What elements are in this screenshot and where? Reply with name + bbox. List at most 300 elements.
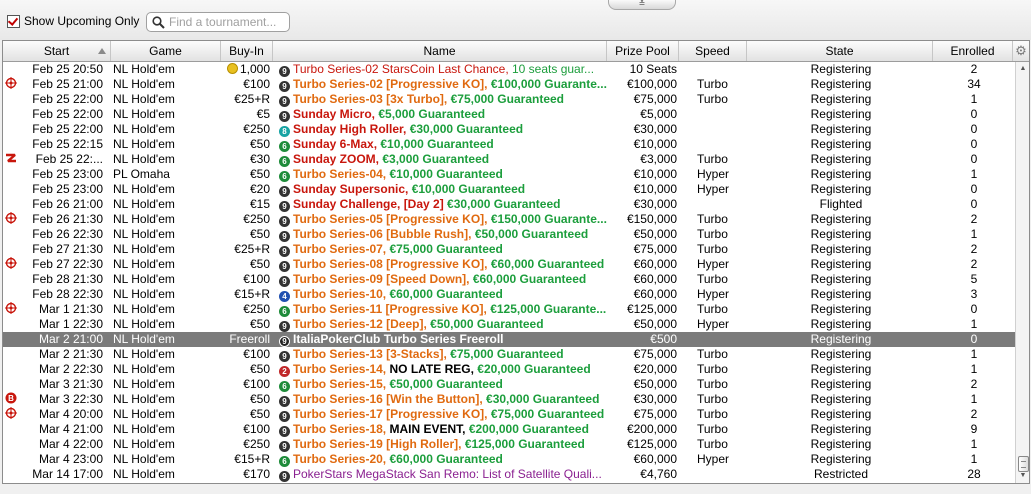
enrolled-cell: 0	[970, 182, 978, 196]
prize-pool-cell: €60,000	[633, 272, 677, 286]
state-cell: Registering	[810, 362, 872, 376]
prize-pool-cell: €500	[650, 332, 677, 346]
sort-ascending-icon	[98, 48, 106, 54]
row-icon-slot	[5, 437, 21, 452]
row-icon-slot	[5, 92, 21, 107]
name-segment: €50,000 Guaranteed	[430, 317, 544, 331]
enrolled-cell: 1	[970, 452, 978, 466]
name-segment: €5,000 Guaranteed	[378, 107, 486, 121]
column-header-prize-pool[interactable]	[607, 41, 679, 61]
game-cell: NL Hold'em	[113, 272, 175, 286]
start-cell: Feb 25 20:50	[32, 62, 103, 76]
name-cell	[275, 437, 607, 452]
speed-cell: Hyper	[697, 452, 730, 466]
name-segment: Turbo Series-04,	[293, 167, 390, 181]
speed-cell	[697, 332, 747, 347]
row-icon-slot	[5, 107, 21, 122]
column-header-buyin[interactable]	[221, 41, 273, 61]
name-segment: Turbo Series-03 [3x Turbo],	[293, 92, 451, 106]
column-label-speed: Speed	[695, 44, 730, 58]
enrolled-cell: 2	[970, 377, 978, 391]
name-segment: €125,000 Guarante...	[490, 302, 607, 316]
enrolled-cell: 2	[970, 62, 978, 76]
enrolled-cell: 2	[970, 407, 978, 421]
row-icon-slot	[5, 362, 21, 377]
name-segment: €20,000 Guaranteed	[477, 362, 591, 376]
column-header-game[interactable]	[111, 41, 221, 61]
buyin-value: €30	[249, 152, 270, 166]
name-cell	[275, 182, 607, 197]
state-cell: Registering	[810, 257, 872, 271]
name-cell	[275, 272, 607, 287]
table-size-badge-icon: 9	[279, 336, 290, 347]
game-cell: NL Hold'em	[113, 287, 175, 301]
buyin-cell	[223, 392, 270, 407]
start-cell: Mar 4 21:00	[38, 422, 103, 436]
table-row[interactable]	[3, 197, 1015, 212]
name-cell	[275, 77, 607, 92]
name-segment: €60,000 Guaranteed	[472, 272, 587, 286]
enrolled-cell: 0	[970, 107, 978, 121]
table-row[interactable]	[3, 77, 1015, 92]
name-cell	[275, 137, 607, 152]
game-cell: NL Hold'em	[113, 137, 175, 151]
table-row[interactable]	[3, 122, 1015, 137]
enrolled-cell: 5	[970, 272, 978, 286]
name-segment: Turbo Series-10,	[293, 287, 390, 301]
speed-cell: Turbo	[697, 92, 728, 106]
name-segment: Turbo Series-13 [3-Stacks],	[293, 347, 451, 361]
row-icon-slot	[5, 452, 21, 467]
table-size-badge-icon: 9	[279, 441, 290, 452]
name-segment: €50,000 Guaranteed	[474, 227, 589, 241]
name-segment: €60,000 Guaranteed	[490, 257, 605, 271]
speed-cell: Turbo	[697, 347, 728, 361]
enrolled-cell: 34	[967, 77, 981, 91]
progressive-ko-target-icon	[5, 257, 21, 272]
zoom-icon	[5, 152, 21, 167]
speed-cell: Turbo	[697, 272, 728, 286]
buyin-value: €100	[243, 422, 270, 436]
table-size-badge-icon: 9	[279, 246, 290, 257]
prize-pool-cell: €10,000	[633, 167, 677, 181]
buyin-cell	[223, 377, 270, 392]
table-size-badge-icon: 9	[279, 426, 290, 437]
start-cell: Feb 26 22:30	[32, 227, 103, 241]
buyin-value: €50	[249, 227, 270, 241]
start-cell: Feb 25 22:00	[32, 107, 103, 121]
table-size-badge-icon: 9	[279, 351, 290, 362]
state-cell: Registering	[810, 167, 872, 181]
name-cell	[275, 212, 607, 227]
name-cell	[275, 152, 607, 167]
state-cell: Restricted	[813, 467, 869, 481]
state-cell: Registering	[810, 182, 872, 196]
name-segment: Turbo Series-17 [Progressive KO],	[293, 407, 491, 421]
prize-pool-cell: €20,000	[633, 362, 677, 376]
name-segment: €30,000 Guaranteed	[409, 122, 524, 136]
prize-pool-cell: €50,000	[633, 377, 677, 391]
progressive-ko-target-icon	[5, 212, 21, 227]
table-row[interactable]	[3, 227, 1015, 242]
name-cell	[275, 332, 607, 347]
row-icon-slot	[5, 137, 21, 152]
buyin-cell	[223, 332, 270, 347]
name-segment: €30,000 Guaranteed	[486, 392, 600, 406]
start-cell: Mar 2 21:00	[38, 332, 103, 346]
prize-pool-cell: €200,000	[626, 422, 677, 436]
vertical-scrollbar[interactable]	[1015, 62, 1030, 483]
enrolled-cell: 1	[970, 437, 978, 451]
buyin-value: €100	[243, 77, 270, 91]
show-upcoming-checkbox[interactable]	[7, 15, 20, 28]
prize-pool-cell: €10,000	[633, 137, 677, 151]
name-segment: Turbo Series-05 [Progressive KO],	[293, 212, 491, 226]
buyin-cell	[223, 437, 270, 452]
speed-cell: Hyper	[697, 182, 730, 196]
prize-pool-cell: 10 Seats	[629, 62, 677, 76]
buyin-cell	[223, 92, 270, 107]
prize-pool-cell: €75,000	[633, 242, 677, 256]
speed-cell: Turbo	[697, 422, 728, 436]
table-size-badge-icon: 9	[279, 396, 290, 407]
table-row[interactable]	[3, 437, 1015, 452]
speed-cell	[697, 137, 747, 152]
game-cell: NL Hold'em	[113, 452, 175, 466]
scroll-down-arrow-icon[interactable]: ▼	[1019, 472, 1027, 479]
buyin-value: €50	[249, 407, 270, 421]
buyin-cell	[223, 212, 270, 227]
game-cell: NL Hold'em	[113, 422, 175, 436]
buyin-cell	[223, 62, 270, 77]
table-size-badge-icon: 9	[279, 231, 290, 242]
start-cell: Feb 27 21:30	[32, 242, 103, 256]
speed-cell: Turbo	[697, 407, 728, 421]
name-segment: Turbo Series-06 [Bubble Rush],	[293, 227, 475, 241]
table-size-badge-icon: 9	[279, 411, 290, 422]
table-header	[3, 41, 1029, 62]
name-segment: MAIN EVENT,	[389, 422, 469, 436]
table-row[interactable]	[3, 467, 1015, 482]
game-cell: NL Hold'em	[113, 392, 175, 406]
table-row[interactable]	[3, 392, 1015, 407]
prize-pool-cell: €75,000	[633, 407, 677, 421]
scroll-up-arrow-icon[interactable]: ▲	[1019, 65, 1027, 72]
table-row[interactable]	[3, 272, 1015, 287]
speed-cell	[697, 467, 747, 482]
game-cell: NL Hold'em	[113, 332, 175, 346]
buyin-cell	[223, 317, 270, 332]
name-cell	[275, 257, 607, 272]
name-segment: Turbo Series-18,	[293, 422, 390, 436]
column-settings-gear-icon[interactable]: ⚙	[1015, 43, 1027, 58]
state-cell: Registering	[810, 92, 872, 106]
start-cell: Mar 1 21:30	[38, 302, 103, 316]
table-row[interactable]	[3, 452, 1015, 467]
table-row[interactable]	[3, 422, 1015, 437]
enrolled-cell: 0	[970, 332, 978, 346]
game-cell: NL Hold'em	[113, 347, 175, 361]
buyin-value: €5	[256, 107, 270, 121]
buyin-value: €50	[249, 137, 270, 151]
table-row[interactable]	[3, 362, 1015, 377]
name-segment: €30,000 Guaranteed	[447, 197, 561, 211]
start-cell: Mar 2 21:30	[38, 347, 103, 361]
start-cell: Mar 2 22:30	[38, 362, 103, 376]
start-cell: Mar 4 20:00	[38, 407, 103, 421]
start-cell: Mar 1 22:30	[38, 317, 103, 331]
buyin-value: €250	[243, 302, 270, 316]
speed-cell: Hyper	[697, 167, 730, 181]
game-cell: NL Hold'em	[113, 152, 175, 166]
start-cell: Feb 26 21:30	[32, 212, 103, 226]
state-cell: Registering	[810, 242, 872, 256]
table-row[interactable]	[3, 212, 1015, 227]
row-icon-slot	[5, 182, 21, 197]
enrolled-cell: 0	[970, 122, 978, 136]
name-segment: Turbo Series-08 [Progressive KO],	[293, 257, 491, 271]
game-cell: NL Hold'em	[113, 197, 175, 211]
table-row[interactable]	[3, 152, 1015, 167]
row-icon-slot	[5, 197, 21, 212]
search-input[interactable]	[169, 14, 285, 30]
enrolled-cell: 28	[967, 467, 981, 481]
buyin-cell	[223, 167, 270, 182]
table-size-badge-icon: 6	[279, 141, 290, 152]
buyin-value: €250	[243, 122, 270, 136]
table-size-badge-icon: 9	[279, 216, 290, 227]
name-cell	[275, 422, 607, 437]
prize-pool-cell: €75,000	[633, 92, 677, 106]
buyin-cell	[223, 422, 270, 437]
buyin-cell	[223, 77, 270, 92]
state-cell: Registering	[810, 272, 872, 286]
buyin-value: €20	[249, 182, 270, 196]
prize-pool-cell: €75,000	[633, 347, 677, 361]
enrolled-cell: 1	[970, 167, 978, 181]
table-row[interactable]	[3, 257, 1015, 272]
name-segment: ItaliaPokerClub Turbo Series Freeroll	[293, 332, 504, 346]
speed-cell: Hyper	[697, 317, 730, 331]
column-header-name[interactable]	[273, 41, 607, 61]
name-segment: €3,000 Guaranteed	[382, 152, 490, 166]
game-cell: NL Hold'em	[113, 107, 175, 121]
name-segment: Turbo Series-02 [Progressive KO],	[293, 77, 491, 91]
buyin-value: €100	[243, 377, 270, 391]
state-cell: Registering	[810, 287, 872, 301]
speed-cell: Turbo	[697, 152, 728, 166]
state-cell: Registering	[810, 137, 872, 151]
enrolled-cell: 1	[970, 362, 978, 376]
buyin-cell	[223, 152, 270, 167]
table-row[interactable]	[3, 317, 1015, 332]
column-label-state: State	[825, 44, 854, 58]
name-segment: Turbo Series-14,	[293, 362, 390, 376]
prize-pool-cell: €3,000	[640, 152, 677, 166]
table-row[interactable]	[3, 347, 1015, 362]
start-cell: Feb 26 21:00	[32, 197, 103, 211]
name-cell	[275, 377, 607, 392]
start-cell: Feb 25 22:00	[32, 122, 103, 136]
table-size-badge-icon: 9	[279, 201, 290, 212]
state-cell: Registering	[810, 122, 872, 136]
row-icon-slot	[5, 167, 21, 182]
state-cell: Registering	[810, 152, 872, 166]
speed-cell: Turbo	[697, 392, 728, 406]
table-size-badge-icon: 9	[279, 321, 290, 332]
name-segment: Sunday High Roller,	[293, 122, 410, 136]
name-cell	[275, 227, 607, 242]
start-cell: Feb 28 22:30	[32, 287, 103, 301]
table-row[interactable]	[3, 377, 1015, 392]
progressive-ko-target-icon	[5, 302, 21, 317]
speed-cell: Turbo	[697, 77, 728, 91]
table-row[interactable]	[3, 287, 1015, 302]
name-segment: Turbo Series-16 [Win the Button],	[293, 392, 487, 406]
name-segment: Turbo Series-02 StarsCoin Last Chance,	[293, 62, 512, 76]
prize-pool-cell: €30,000	[633, 122, 677, 136]
state-cell: Registering	[810, 437, 872, 451]
buyin-cell	[223, 107, 270, 122]
table-row[interactable]	[3, 242, 1015, 257]
buyin-value: €15+R	[234, 452, 270, 466]
table-row[interactable]	[3, 407, 1015, 422]
buyin-value: €50	[249, 392, 270, 406]
column-header-speed[interactable]	[679, 41, 747, 61]
prize-pool-cell: €125,000	[626, 437, 677, 451]
table-row[interactable]	[3, 137, 1015, 152]
name-segment: Sunday Challenge, [Day 2]	[293, 197, 448, 211]
buyin-cell	[223, 182, 270, 197]
table-row[interactable]	[3, 62, 1015, 77]
table-body	[3, 62, 1015, 482]
name-segment: Turbo Series-11 [Progressive KO],	[293, 302, 491, 316]
table-row[interactable]	[3, 182, 1015, 197]
speed-cell: Turbo	[697, 437, 728, 451]
buyin-value: €100	[243, 272, 270, 286]
name-cell	[275, 107, 607, 122]
game-cell: NL Hold'em	[113, 227, 175, 241]
enrolled-cell: 0	[970, 197, 978, 211]
buyin-value: €50	[249, 167, 270, 181]
speed-cell	[697, 197, 747, 212]
start-cell: Mar 3 22:30	[38, 392, 103, 406]
start-cell: Feb 25 22:15	[32, 137, 103, 151]
start-cell: Feb 28 21:30	[32, 272, 103, 286]
speed-cell	[697, 107, 747, 122]
start-cell: Feb 25 23:00	[32, 182, 103, 196]
table-row[interactable]	[3, 302, 1015, 317]
table-size-badge-icon: 2	[279, 366, 290, 377]
prize-pool-cell: €150,000	[626, 212, 677, 226]
table-size-badge-icon: 4	[279, 291, 290, 302]
name-segment: €10,000 Guaranteed	[380, 137, 494, 151]
name-cell	[275, 347, 607, 362]
enrolled-cell: 0	[970, 152, 978, 166]
name-segment: €75,000 Guaranteed	[389, 242, 503, 256]
name-segment: €60,000 Guaranteed	[389, 287, 503, 301]
name-cell	[275, 197, 607, 212]
state-cell: Registering	[810, 227, 872, 241]
prize-pool-cell: €125,000	[626, 302, 677, 316]
buyin-cell	[223, 302, 270, 317]
table-row[interactable]	[3, 167, 1015, 182]
row-icon-slot	[5, 422, 21, 437]
column-label-name: Name	[423, 44, 456, 58]
table-row[interactable]	[3, 332, 1015, 347]
game-cell: NL Hold'em	[113, 317, 175, 331]
prize-pool-cell: €60,000	[633, 257, 677, 271]
name-cell	[275, 242, 607, 257]
name-segment: €10,000 Guaranteed	[411, 182, 526, 196]
table-size-badge-icon: 9	[279, 81, 290, 92]
name-segment: Turbo Series-15,	[293, 377, 390, 391]
progressive-ko-target-icon	[5, 407, 21, 422]
column-header-state[interactable]	[747, 41, 933, 61]
table-size-badge-icon: 6	[279, 381, 290, 392]
buyin-cell	[223, 257, 270, 272]
enrolled-cell: 2	[970, 242, 978, 256]
collapse-toolbar-icon[interactable]: ≛	[608, 0, 676, 10]
name-cell	[275, 362, 607, 377]
prize-pool-cell: €30,000	[633, 197, 677, 211]
column-header-enrolled[interactable]	[933, 41, 1013, 61]
enrolled-cell: 0	[970, 137, 978, 151]
name-segment: Turbo Series-12 [Deep],	[293, 317, 431, 331]
table-size-badge-icon: 6	[279, 156, 290, 167]
table-row[interactable]	[3, 92, 1015, 107]
start-cell: Feb 25 21:00	[32, 77, 103, 91]
table-row[interactable]	[3, 107, 1015, 122]
game-cell: NL Hold'em	[113, 302, 175, 316]
starscoin-icon	[227, 63, 238, 74]
state-cell: Registering	[810, 452, 872, 466]
name-cell	[275, 392, 607, 407]
show-upcoming-label[interactable]: Show Upcoming Only	[24, 14, 140, 28]
enrolled-cell: 1	[970, 92, 978, 106]
buyin-value: 1,000	[239, 62, 270, 76]
column-header-start[interactable]	[3, 41, 111, 61]
row-icon-slot	[5, 317, 21, 332]
table-size-badge-icon: 6	[279, 171, 290, 182]
table-size-badge-icon: 9	[279, 111, 290, 122]
table-size-badge-icon: 9	[279, 66, 290, 77]
buyin-value: €170	[243, 467, 270, 481]
name-segment: Sunday ZOOM,	[293, 152, 383, 166]
name-segment: 10 seats guar...	[512, 62, 595, 76]
name-cell	[275, 302, 607, 317]
prize-pool-cell: €30,000	[633, 392, 677, 406]
buyin-cell	[223, 287, 270, 302]
enrolled-cell: 9	[970, 422, 978, 436]
table-size-badge-icon: 9	[279, 96, 290, 107]
state-cell: Registering	[810, 377, 872, 391]
name-segment: €75,000 Guaranteed	[490, 407, 605, 421]
start-cell: Feb 25 23:00	[32, 167, 103, 181]
buyin-value: €250	[243, 212, 270, 226]
name-segment: €150,000 Guarante...	[490, 212, 607, 226]
name-segment: Sunday Supersonic,	[293, 182, 412, 196]
name-cell	[275, 467, 607, 482]
svg-text:B: B	[8, 394, 14, 403]
row-icon-slot	[5, 62, 21, 77]
name-cell	[275, 452, 607, 467]
name-cell	[275, 317, 607, 332]
speed-cell: Hyper	[697, 257, 730, 271]
name-cell	[275, 287, 607, 302]
prize-pool-cell: €5,000	[640, 107, 677, 121]
search-box[interactable]	[146, 12, 290, 32]
